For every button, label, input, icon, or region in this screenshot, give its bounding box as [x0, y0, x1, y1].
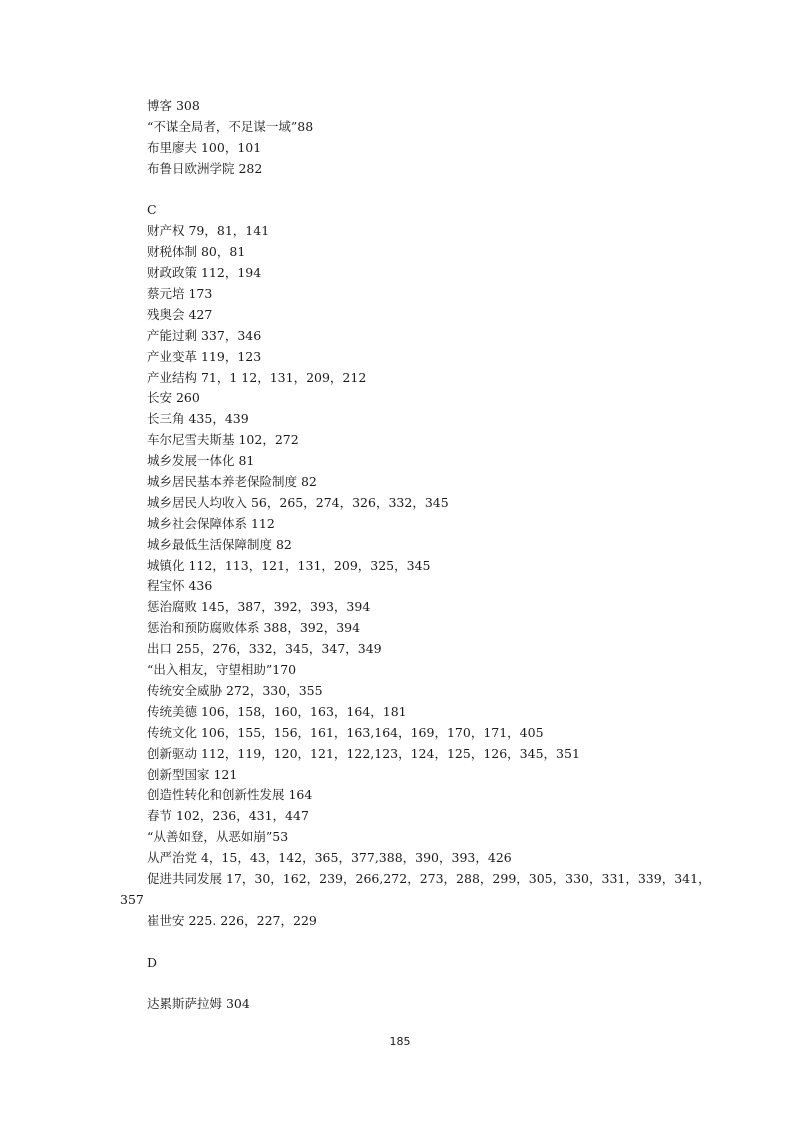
index-entry: 残奥会 427	[147, 306, 213, 322]
index-entry: 城乡居民基本养老保险制度 82	[147, 474, 317, 490]
index-entry: 城镇化 112，113，121，131，209，325，345	[147, 557, 431, 573]
index-entry: 创新型国家 121	[147, 766, 238, 782]
index-entry: 布鲁日欧洲学院 282	[147, 160, 263, 176]
index-entry: 博客 308	[147, 98, 200, 113]
index-entry: 布里廖夫 100，101	[147, 139, 262, 155]
index-entry: 传统安全威胁 272，330，355	[147, 682, 323, 698]
index-entry: 城乡发展一体化 81	[147, 453, 255, 469]
index-entry: “从善如登，从恶如崩”53	[147, 829, 289, 845]
section-gap	[147, 973, 707, 994]
index-entries	[120, 96, 711, 1015]
index-entry-wrapped: 促进共同发展 17，30，162，239，266,272，273，288，299，305，330，331，339，341，	[147, 870, 711, 886]
index-entry: 产能过剩 337，346	[147, 327, 262, 343]
index-entry: 创新驱动 112，119，120，121，122,123，124，125，126，345，351	[147, 745, 580, 761]
index-entry: 出口 255，276，332，345，347，349	[147, 641, 382, 657]
section-gap	[147, 180, 707, 201]
index-entry: 长三角 435，439	[147, 411, 249, 427]
index-entry: 产业结构 71，1 12，131，209，212	[147, 369, 367, 385]
index-entry: 惩治腐败 145，387，392，393，394	[147, 599, 371, 615]
index-entry: 崔世安 225. 226，227，229	[147, 912, 317, 928]
index-entry: 蔡元培 173	[147, 286, 213, 302]
index-entry: “不谋全局者，不足谋一域”88	[147, 118, 314, 134]
index-entry: 创造性转化和创新性发展 164	[147, 787, 313, 803]
index-entry: 产业变革 119，123	[147, 348, 262, 364]
index-entry: 惩治和预防腐败体系 388，392，394	[147, 620, 361, 636]
page-number: 185	[389, 1035, 411, 1048]
index-entry: 达累斯萨拉姆 304	[147, 996, 250, 1012]
index-entry: 城乡最低生活保障制度 82	[147, 536, 292, 552]
index-entry: 城乡社会保障体系 112	[147, 515, 275, 531]
index-entry: 传统美德 106，158，160，163，164，181	[147, 703, 407, 719]
index-entry: 财政政策 112，194	[147, 265, 262, 281]
index-entry-continuation: 357	[120, 891, 144, 907]
index-entry: 车尔尼雪夫斯基 102，272	[147, 432, 299, 448]
index-entry: 财产权 79，81，141	[147, 223, 270, 239]
index-entry: 春节 102，236，431，447	[147, 808, 309, 824]
index-entry: “出入相友，守望相助”170	[147, 662, 297, 678]
section-letter-d: D	[147, 954, 158, 970]
index-entry: 从严治党 4，15，43，142，365，377,388，390，393，426	[147, 850, 512, 866]
section-letter-c: C	[147, 202, 157, 218]
index-entry: 长安 260	[147, 390, 200, 406]
section-gap	[147, 932, 707, 953]
index-entry: 传统文化 106，155，156，161，163,164，169，170，171，405	[147, 724, 544, 740]
index-entry: 城乡居民人均收入 56，265，274，326，332，345	[147, 494, 449, 510]
index-entry: 财税体制 80，81	[147, 244, 246, 260]
index-entry: 程宝怀 436	[147, 578, 213, 594]
